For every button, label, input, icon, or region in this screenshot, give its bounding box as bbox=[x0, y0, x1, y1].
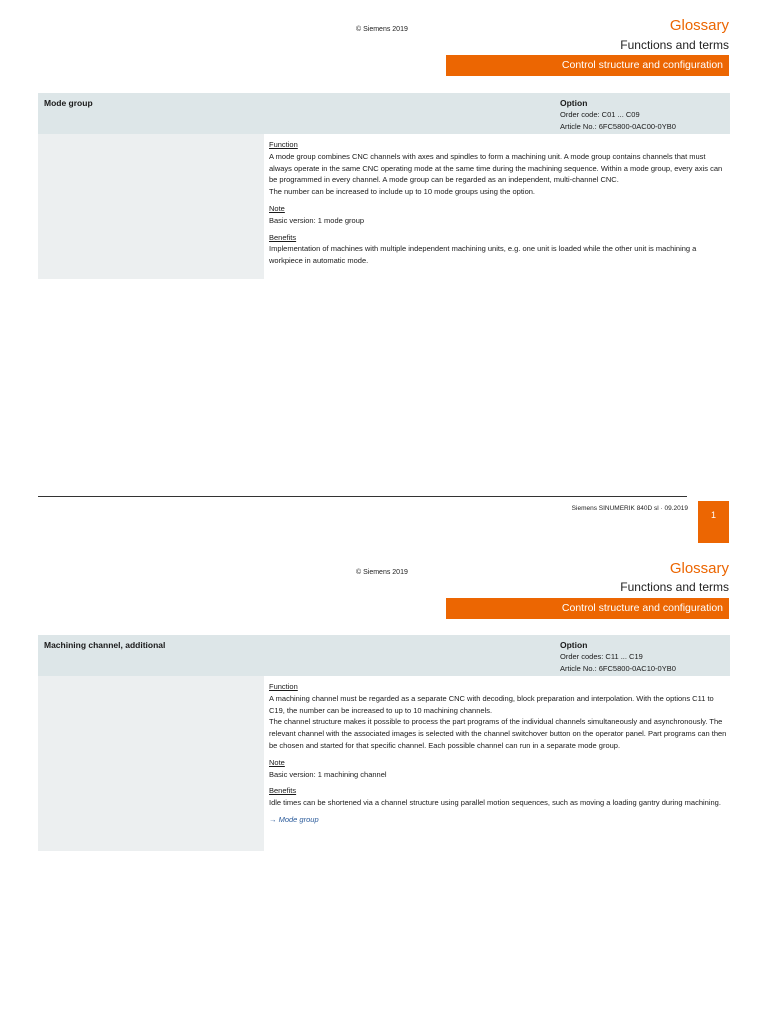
order-code: Order codes: C11 ... C19 bbox=[560, 652, 643, 661]
copyright-notice: © Siemens 2019 bbox=[356, 569, 408, 576]
entry-side-column bbox=[38, 134, 264, 279]
entry-side-column bbox=[38, 676, 264, 851]
article-number: Article No.: 6FC5800-0AC10-0YB0 bbox=[560, 664, 676, 673]
document-page-2 bbox=[0, 543, 768, 1024]
note-text: Basic version: 1 mode group bbox=[269, 215, 365, 225]
function-text: A machining channel must be regarded as a separate CNC with decoding, block preparation and interpolation. With the options C11 to C19, the number can be increased to up to 10 machining channels. bbox=[269, 693, 714, 715]
glossary-title: Glossary bbox=[669, 17, 729, 34]
note-heading: Note bbox=[269, 757, 285, 767]
benefits-text: Idle times can be shortened via a channel structure using parallel motion sequences, such as moving a loading gantry during machining. bbox=[269, 798, 721, 808]
glossary-title: Glossary bbox=[669, 560, 729, 577]
footer-divider bbox=[38, 496, 687, 497]
section-banner: Control structure and configuration bbox=[446, 55, 729, 76]
article-number: Article No.: 6FC5800-0AC00-0YB0 bbox=[560, 122, 676, 131]
functions-subtitle: Functions and terms bbox=[620, 580, 729, 594]
functions-subtitle: Functions and terms bbox=[620, 38, 729, 52]
note-text: Basic version: 1 machining channel bbox=[269, 769, 387, 779]
function-heading: Function bbox=[269, 140, 298, 149]
option-label: Option bbox=[560, 640, 588, 650]
function-text-2: The number can be increased to include up to 10 mode groups using the option. bbox=[269, 187, 536, 197]
function-text: A mode group combines CNC channels with axes and spindles to form a machining unit. A mode group contains channels that must always operate in the same CNC operating mode at the same time during the machining sequence. Within a mode group, every axis can be programmed in every channel. A mode group can be regarded as an independent, multi-channel CNC. bbox=[269, 151, 723, 185]
entry-header bbox=[38, 635, 730, 676]
entry-title: Machining channel, additional bbox=[44, 640, 166, 650]
benefits-text: Implementation of machines with multiple independent machining units, e.g. one unit is loaded while the other unit is machining a workpiece in automatic mode. bbox=[269, 244, 697, 266]
function-text-2: The channel structure makes it possible to process the part programs of the individual channels simultaneously and asynchronously. The relevant channel with the associated images is selected with the channel switchover button on the operator panel. Part programs can then be chosen and started for that specific channel. Each possible channel can run in a separate mode group. bbox=[269, 717, 727, 750]
benefits-heading: Benefits bbox=[269, 232, 297, 242]
cross-reference-link[interactable]: → Mode group bbox=[269, 814, 319, 824]
note-heading: Note bbox=[269, 203, 285, 213]
benefits-heading: Benefits bbox=[269, 786, 297, 796]
page-number-badge: 1 bbox=[698, 501, 729, 543]
section-banner: Control structure and configuration bbox=[446, 598, 729, 619]
entry-body bbox=[269, 681, 729, 831]
copyright-notice: © Siemens 2019 bbox=[356, 26, 408, 33]
entry-body bbox=[269, 139, 729, 272]
option-label: Option bbox=[560, 98, 588, 108]
footer-text: Siemens SINUMERIK 840D sl · 09.2019 bbox=[571, 505, 688, 512]
function-heading: Function bbox=[269, 682, 298, 691]
entry-header bbox=[38, 93, 730, 134]
order-code: Order code: C01 ... C09 bbox=[560, 110, 640, 119]
entry-title: Mode group bbox=[44, 98, 93, 108]
